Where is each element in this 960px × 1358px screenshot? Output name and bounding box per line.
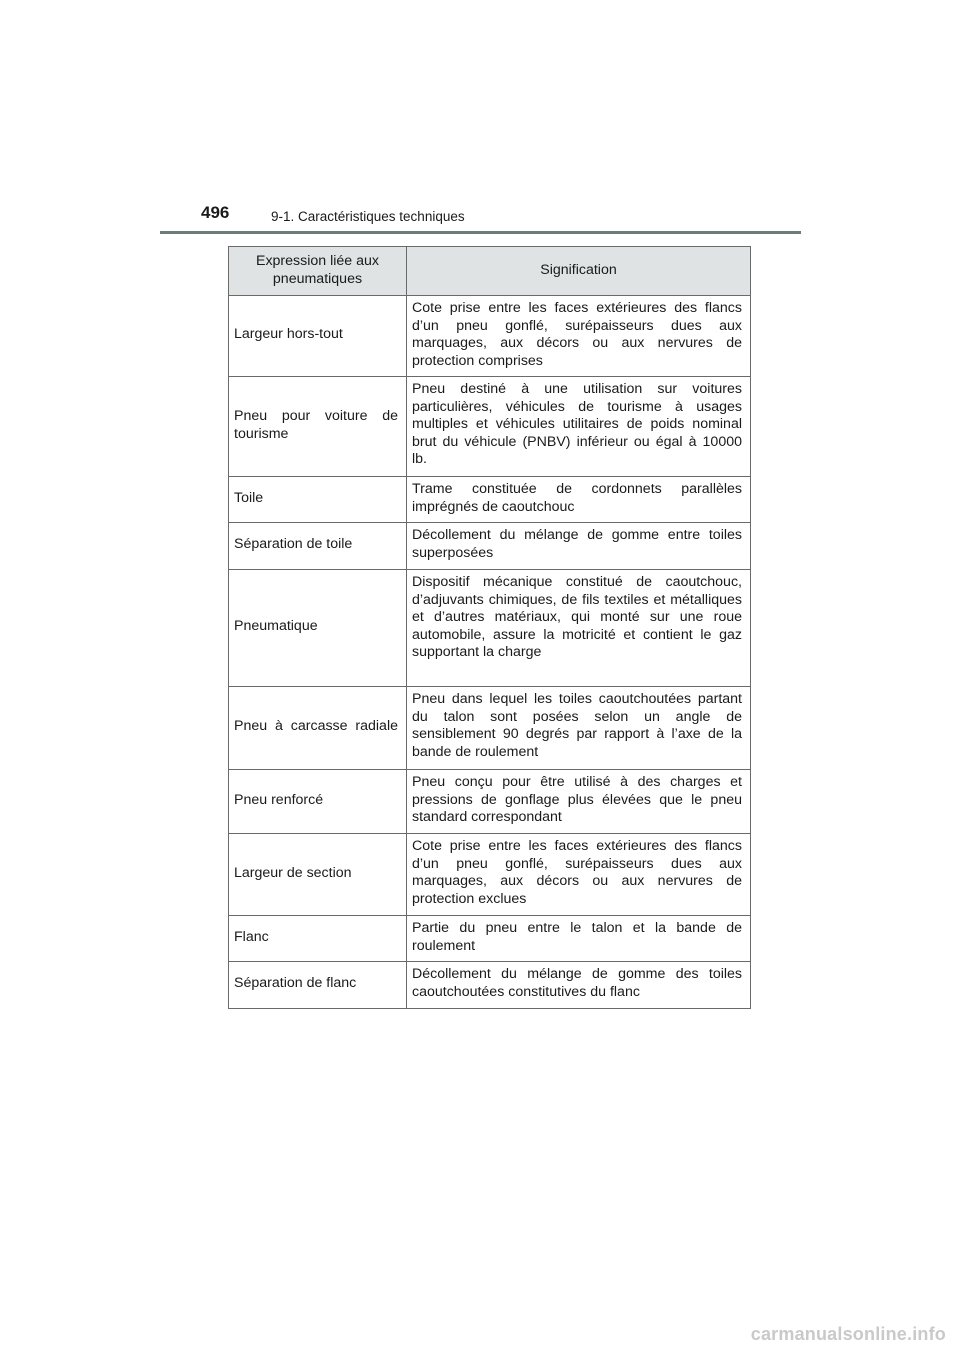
definition-cell: Pneu destiné à une utilisation sur voitures particulières, véhicules de tourisme à usages multiples et véhicules utilitaires de poids nominal brut du véhicule (PNBV) inférieur ou égal à 10000 lb.: [407, 377, 751, 477]
definition-cell: Cote prise entre les faces extérieures des flancs d’un pneu gonflé, surépaisseurs dues aux marquages, aux décors ou aux nervures de protection exclues: [407, 834, 751, 916]
watermark: carmanualsonline.info: [750, 1324, 946, 1344]
table-row: [229, 770, 751, 834]
column-header-term: Expression liée aux pneumatiques: [229, 247, 407, 296]
term-cell: Pneu pour voiture de tourisme: [229, 377, 407, 477]
term-cell: Flanc: [229, 916, 407, 962]
section-title: 9-1. Caractéristiques techniques: [271, 209, 465, 224]
definition-cell: Décollement du mélange de gomme entre toiles superposées: [407, 523, 751, 570]
table-row: [229, 687, 751, 770]
header-rule: [160, 231, 801, 234]
definition-cell: Pneu dans lequel les toiles caoutchoutées partant du talon sont posées selon un angle de sensiblement 90 degrés par rapport à l’axe de la bande de roulement: [407, 687, 751, 770]
term-cell: Séparation de toile: [229, 523, 407, 570]
definition-cell: Partie du pneu entre le talon et la bande de roulement: [407, 916, 751, 962]
table-row: [229, 296, 751, 377]
table-header-row: [229, 247, 751, 296]
table-row: [229, 523, 751, 570]
term-cell: Pneu renforcé: [229, 770, 407, 834]
definition-cell: Pneu conçu pour être utilisé à des charges et pressions de gonflage plus élevées que le pneu standard correspondant: [407, 770, 751, 834]
term-cell: Largeur de section: [229, 834, 407, 916]
definition-cell: Décollement du mélange de gomme des toiles caoutchoutées constitutives du flanc: [407, 962, 751, 1009]
column-header-definition: Signification: [407, 247, 751, 296]
term-cell: Toile: [229, 477, 407, 523]
table-row: [229, 477, 751, 523]
table-row: [229, 916, 751, 962]
definition-cell: Trame constituée de cordonnets parallèles imprégnés de caoutchouc: [407, 477, 751, 523]
term-cell: Largeur hors-tout: [229, 296, 407, 377]
term-cell: Séparation de flanc: [229, 962, 407, 1009]
term-cell: Pneumatique: [229, 570, 407, 687]
definition-cell: Dispositif mécanique constitué de caoutchouc, d’adjuvants chimiques, de fils textiles et métalliques et d’autres matériaux, qui monté sur une roue automobile, assure la motricité et contient le gaz supportant la charge: [407, 570, 751, 687]
table-row: [229, 377, 751, 477]
definition-cell: Cote prise entre les faces extérieures des flancs d’un pneu gonflé, surépaisseurs dues aux marquages, aux décors ou aux nervures de protection comprises: [407, 296, 751, 377]
page-number: 496: [201, 203, 230, 222]
term-cell: Pneu à carcasse radiale: [229, 687, 407, 770]
tire-terms-table: [228, 246, 751, 1009]
table-row: [229, 962, 751, 1009]
table-row: [229, 570, 751, 687]
table-row: [229, 834, 751, 916]
